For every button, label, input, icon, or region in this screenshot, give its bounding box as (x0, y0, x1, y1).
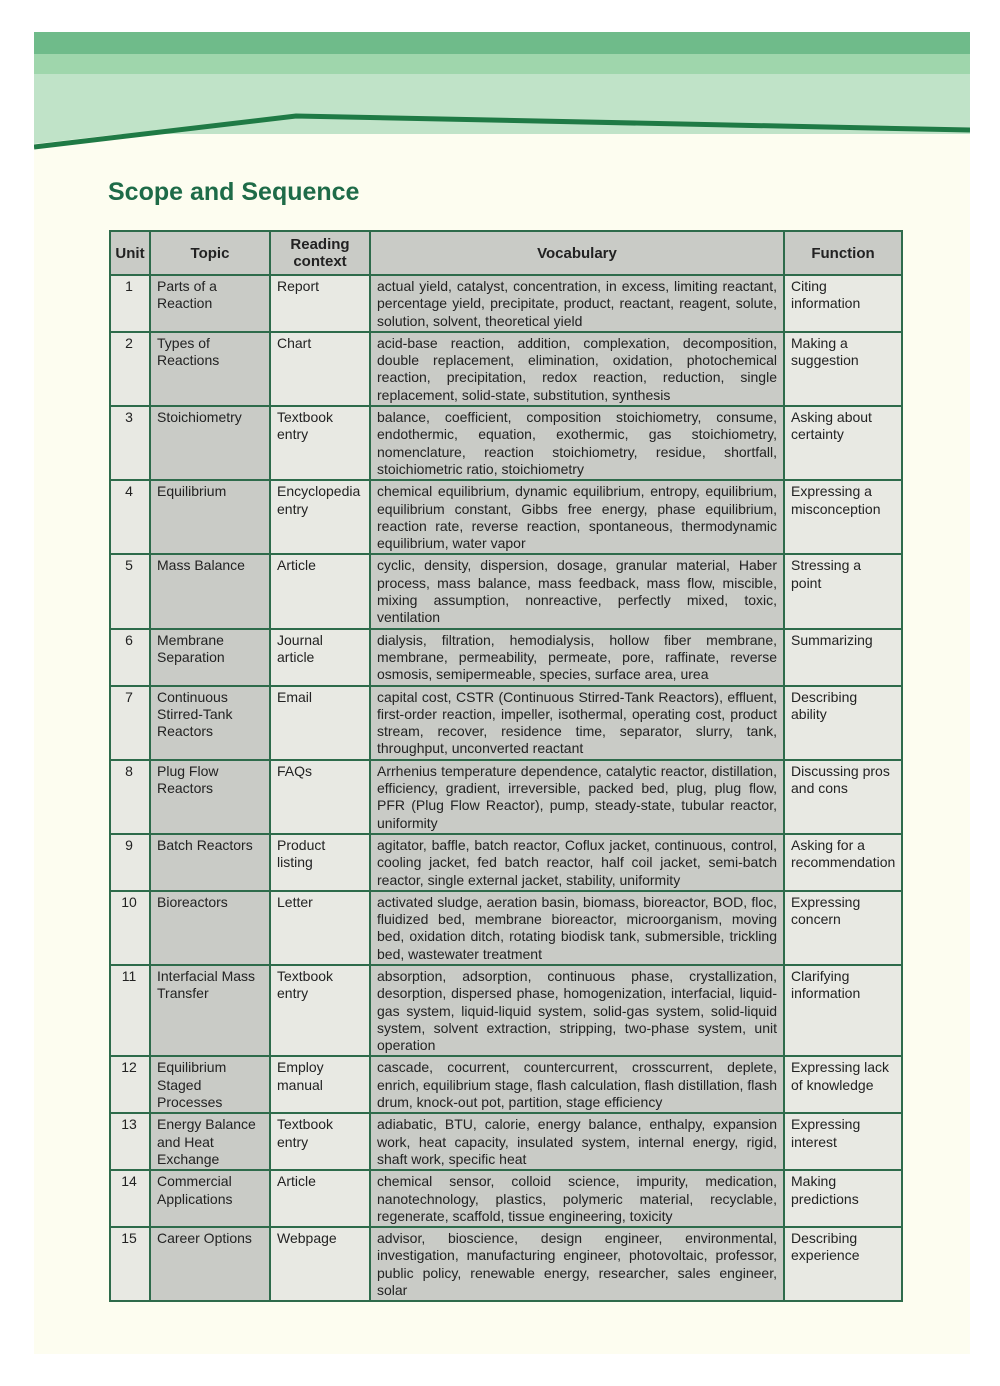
vocabulary-cell: acid-base reaction, addition, complexation, decomposition, double replacement, elimination, oxidation, photochemical reaction, precipitation, redox reaction, reduction, single replacement, solid-state, substitution, synthesis (370, 332, 784, 406)
context-cell: Textbook entry (270, 406, 370, 480)
table-row (110, 1227, 902, 1301)
vocabulary-cell: chemical equilibrium, dynamic equilibrium, entropy, equilibrium, equilibrium constant, Gibbs free energy, phase equilibrium, reaction rate, reverse reaction, spontaneous, thermodynamic equilibrium, water vapor (370, 480, 784, 554)
table-row (110, 332, 902, 406)
table-row (110, 629, 902, 686)
table-row (110, 834, 902, 891)
unit-cell: 5 (110, 554, 150, 628)
context-cell: Article (270, 554, 370, 628)
unit-cell: 1 (110, 275, 150, 332)
vocabulary-cell: capital cost, CSTR (Continuous Stirred-Tank Reactors), effluent, first-order reaction, impeller, isothermal, operating cost, product stream, recover, residence time, separator, slurry, tank, throughput, unconverted reactant (370, 686, 784, 760)
header-function: Function (784, 231, 902, 275)
topic-cell: Mass Balance (150, 554, 270, 628)
table-row (110, 891, 902, 965)
context-cell: Letter (270, 891, 370, 965)
table-row (110, 1170, 902, 1227)
function-cell: Describing experience (784, 1227, 902, 1301)
header-reading-context: Reading context (270, 231, 370, 275)
scope-sequence-table (109, 230, 903, 1302)
context-cell: Employ manual (270, 1056, 370, 1113)
vocabulary-cell: activated sludge, aeration basin, biomass, bioreactor, BOD, floc, fluidized bed, membrane bioreactor, microorganism, moving bed, oxidation ditch, rotating biodisk tank, submersible, trickling bed, wastewater treatment (370, 891, 784, 965)
context-cell: Product listing (270, 834, 370, 891)
context-cell: Email (270, 686, 370, 760)
vocabulary-cell: Arrhenius temperature dependence, catalytic reactor, distillation, efficiency, gradient, irreversible, packed bed, plug, plug flow, PFR (Plug Flow Reactor), pump, steady-state, tubular reactor, uniformity (370, 760, 784, 834)
context-cell: Report (270, 275, 370, 332)
vocabulary-cell: advisor, bioscience, design engineer, environmental, investigation, manufacturing engineer, photovoltaic, professor, public policy, renewable energy, researcher, sales engineer, solar (370, 1227, 784, 1301)
header-row (110, 231, 902, 275)
vocabulary-cell: absorption, adsorption, continuous phase, crystallization, desorption, dispersed phase, homogenization, interfacial, liquid-gas system, liquid-liquid system, solid-gas system, solid-liquid system, solvent extraction, stripping, two-phase system, unit operation (370, 965, 784, 1056)
function-cell: Asking about certainty (784, 406, 902, 480)
function-cell: Expressing interest (784, 1113, 902, 1170)
function-cell: Making predictions (784, 1170, 902, 1227)
topic-cell: Commercial Applications (150, 1170, 270, 1227)
vocabulary-cell: adiabatic, BTU, calorie, energy balance, enthalpy, expansion work, heat capacity, insulated system, internal energy, rigid, shaft work, specific heat (370, 1113, 784, 1170)
context-cell: Journal article (270, 629, 370, 686)
topic-cell: Career Options (150, 1227, 270, 1301)
function-cell: Expressing a misconception (784, 480, 902, 554)
function-cell: Discussing pros and cons (784, 760, 902, 834)
header-unit: Unit (110, 231, 150, 275)
context-cell: Textbook entry (270, 1113, 370, 1170)
table-row (110, 480, 902, 554)
topic-cell: Stoichiometry (150, 406, 270, 480)
unit-cell: 4 (110, 480, 150, 554)
context-cell: FAQs (270, 760, 370, 834)
vocabulary-cell: actual yield, catalyst, concentration, in excess, limiting reactant, percentage yield, precipitate, product, reactant, reagent, solute, solution, solvent, theoretical yield (370, 275, 784, 332)
table-row (110, 965, 902, 1056)
unit-cell: 13 (110, 1113, 150, 1170)
function-cell: Clarifying information (784, 965, 902, 1056)
topic-cell: Equilibrium (150, 480, 270, 554)
function-cell: Citing information (784, 275, 902, 332)
topic-cell: Types of Reactions (150, 332, 270, 406)
context-cell: Article (270, 1170, 370, 1227)
function-cell: Stressing a point (784, 554, 902, 628)
page (34, 32, 970, 1354)
vocabulary-cell: agitator, baffle, batch reactor, Coflux jacket, continuous, control, cooling jacket, fed batch reactor, half coil jacket, semi-batch reactor, single external jacket, stability, uniformity (370, 834, 784, 891)
topic-cell: Equilibrium Staged Processes (150, 1056, 270, 1113)
table-row (110, 406, 902, 480)
page-title: Scope and Sequence (108, 178, 360, 206)
function-cell: Asking for a recommendation (784, 834, 902, 891)
vocabulary-cell: cascade, cocurrent, countercurrent, crosscurrent, deplete, enrich, equilibrium stage, flash calculation, flash distillation, flash drum, knock-out pot, partition, stage efficiency (370, 1056, 784, 1113)
vocabulary-cell: cyclic, density, dispersion, dosage, granular material, Haber process, mass balance, mass feedback, mass flow, miscible, mixing assumption, nonreactive, perfectly mixed, toxic, ventilation (370, 554, 784, 628)
table-row (110, 554, 902, 628)
table-row (110, 1056, 902, 1113)
unit-cell: 2 (110, 332, 150, 406)
topic-cell: Membrane Separation (150, 629, 270, 686)
topic-cell: Energy Balance and Heat Exchange (150, 1113, 270, 1170)
function-cell: Making a suggestion (784, 332, 902, 406)
function-cell: Expressing lack of knowledge (784, 1056, 902, 1113)
header-vocabulary: Vocabulary (370, 231, 784, 275)
unit-cell: 8 (110, 760, 150, 834)
topic-cell: Plug Flow Reactors (150, 760, 270, 834)
function-cell: Expressing concern (784, 891, 902, 965)
unit-cell: 6 (110, 629, 150, 686)
topic-cell: Bioreactors (150, 891, 270, 965)
unit-cell: 14 (110, 1170, 150, 1227)
topic-cell: Parts of a Reaction (150, 275, 270, 332)
function-cell: Summarizing (784, 629, 902, 686)
banner-dark-band (34, 32, 970, 54)
unit-cell: 3 (110, 406, 150, 480)
vocabulary-cell: dialysis, filtration, hemodialysis, hollow fiber membrane, membrane, permeability, permeate, pore, raffinate, reverse osmosis, semipermeable, species, surface area, urea (370, 629, 784, 686)
unit-cell: 11 (110, 965, 150, 1056)
topic-cell: Interfacial Mass Transfer (150, 965, 270, 1056)
header-banner (34, 32, 970, 162)
table-row (110, 760, 902, 834)
table-row (110, 1113, 902, 1170)
unit-cell: 9 (110, 834, 150, 891)
topic-cell: Batch Reactors (150, 834, 270, 891)
context-cell: Chart (270, 332, 370, 406)
context-cell: Encyclopedia entry (270, 480, 370, 554)
function-cell: Describing ability (784, 686, 902, 760)
table-row (110, 686, 902, 760)
unit-cell: 12 (110, 1056, 150, 1113)
table-row (110, 275, 902, 332)
vocabulary-cell: chemical sensor, colloid science, impurity, medication, nanotechnology, plastics, polymeric material, recyclable, regenerate, scaffold, tissue engineering, toxicity (370, 1170, 784, 1227)
context-cell: Webpage (270, 1227, 370, 1301)
unit-cell: 15 (110, 1227, 150, 1301)
header-topic: Topic (150, 231, 270, 275)
banner-mid-band (34, 54, 970, 74)
topic-cell: Continuous Stirred-Tank Reactors (150, 686, 270, 760)
unit-cell: 7 (110, 686, 150, 760)
unit-cell: 10 (110, 891, 150, 965)
vocabulary-cell: balance, coefficient, composition stoichiometry, consume, endothermic, equation, exothermic, gas stoichiometry, nomenclature, reaction stoichiometry, residue, shortfall, stoichiometric ratio, stoichiometry (370, 406, 784, 480)
context-cell: Textbook entry (270, 965, 370, 1056)
